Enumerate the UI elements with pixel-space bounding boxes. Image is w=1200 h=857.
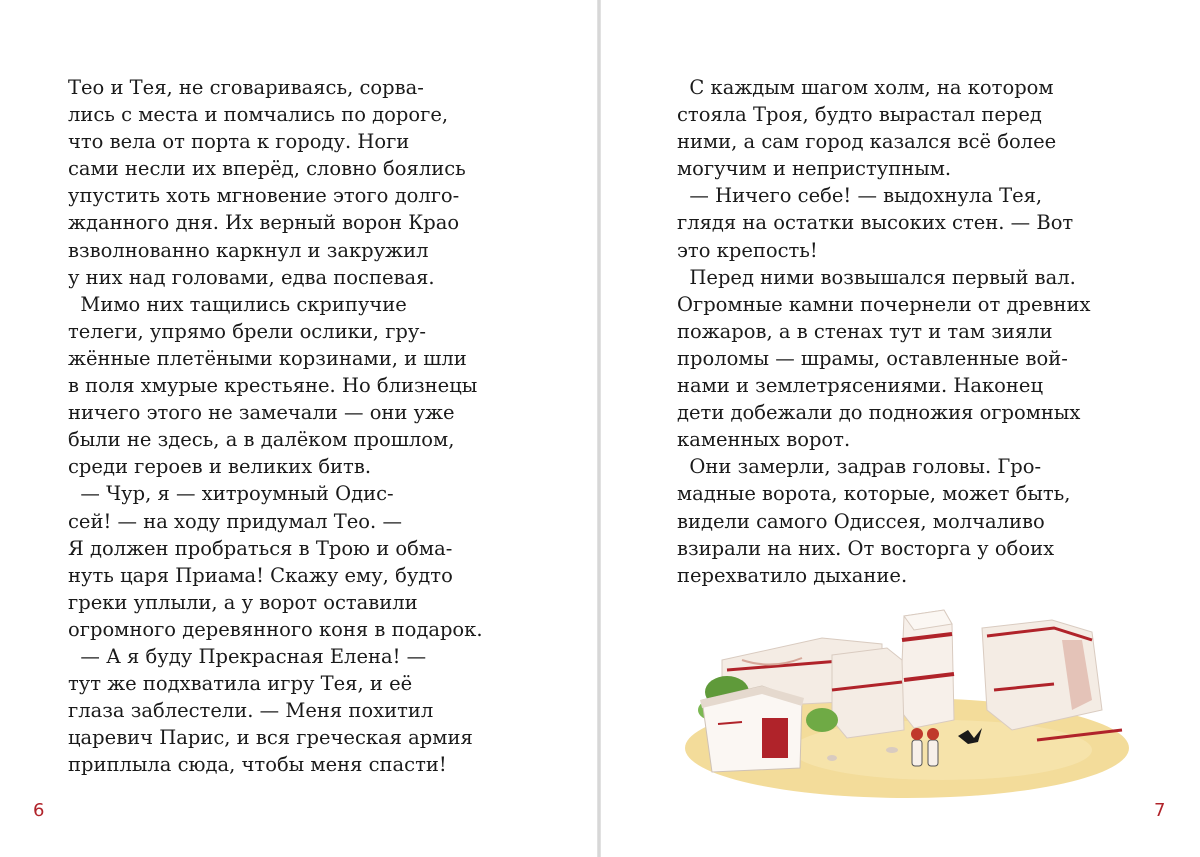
text-line: перехватило дыхание. — [677, 563, 908, 587]
text-line: Тео и Тея, не сговариваясь, сорва- — [68, 76, 424, 99]
text-line: среди героев и великих битв. — [68, 455, 372, 479]
text-line: Огромные камни почернели от древних — [677, 292, 1091, 316]
text-line: — Ничего себе! — выдохнула Тея, — [677, 184, 1043, 208]
text-line: что вела от порта к городу. Ноги — [68, 130, 410, 154]
text-line: С каждым шагом холм, на котором — [677, 76, 1054, 99]
text-line: мадные ворота, которые, может быть, — [677, 482, 1071, 506]
text-line: могучим и неприступным. — [677, 157, 952, 181]
text-line: — А я буду Прекрасная Елена! — — [68, 644, 427, 668]
text-line: приплыла сюда, чтобы меня спасти! — [68, 753, 447, 777]
text-line: стояла Троя, будто вырастал перед — [677, 103, 1042, 127]
text-line: глядя на остатки высоких стен. — Вот — [677, 211, 1074, 235]
text-line: в поля хмурые крестьяне. Но близнецы — [68, 374, 478, 398]
text-line: греки уплыли, а у ворот оставили — [68, 590, 418, 614]
text-line: царевич Парис, и вся греческая армия — [68, 726, 473, 750]
text-line: глаза заблестели. — Меня похитил — [68, 699, 434, 723]
text-line: нами и землетрясениями. Наконец — [677, 374, 1043, 398]
text-line: у них над головами, едва поспевая. — [68, 265, 435, 289]
page-number: 6 — [33, 800, 45, 821]
left-page — [0, 0, 598, 857]
text-line: нуть царя Приама! Скажу ему, будто — [68, 563, 453, 587]
text-line: огромного деревянного коня в подарок. — [68, 617, 483, 641]
text-line: это крепость! — [677, 238, 818, 262]
text-line: жённые плетёными корзинами, и шли — [68, 346, 467, 370]
gate-pillar-left — [832, 648, 904, 738]
text-line: упустить хоть мгновение этого долго- — [68, 184, 460, 208]
right-page — [602, 0, 1200, 857]
text-line: взволнованно каркнул и закружил — [68, 238, 429, 262]
text-line: — Чур, я — хитроумный Одис- — [68, 482, 394, 506]
book-gutter — [597, 0, 601, 857]
text-line: жданного дня. Их верный ворон Крао — [68, 211, 460, 235]
left-page-text — [68, 74, 528, 778]
text-line: проломы — шрамы, оставленные вой- — [677, 346, 1068, 370]
text-line: пожаров, а в стенах тут и там зияли — [677, 319, 1053, 343]
text-line: были не здесь, а в далёком прошлом, — [68, 428, 455, 452]
text-line: телеги, упрямо брели ослики, гру- — [68, 319, 426, 343]
text-line: тут же подхватила игру Тея, и её — [68, 672, 413, 696]
text-line: Мимо них тащились скрипучие — [68, 292, 407, 316]
text-line: Перед ними возвышался первый вал. — [677, 265, 1076, 289]
text-line: ничего этого не замечали — они уже — [68, 401, 455, 425]
text-line: дети добежали до подножия огромных — [677, 401, 1081, 425]
right-page-text — [677, 74, 1139, 589]
text-line: Они замерли, задрав головы. Гро- — [677, 455, 1042, 479]
text-line: ними, а сам город казался всё более — [677, 130, 1057, 154]
text-line: каменных ворот. — [677, 428, 851, 452]
text-line: взирали на них. От восторга у обоих — [677, 536, 1055, 560]
page-number: 7 — [1154, 800, 1166, 821]
text-line: сей! — на ходу придумал Тео. — — [68, 509, 402, 533]
text-line: сами несли их вперёд, словно боялись — [68, 157, 466, 181]
text-line: лись с места и помчались по дороге, — [68, 103, 449, 127]
text-line: Я должен пробраться в Трою и обма- — [68, 536, 453, 560]
text-line: видели самого Одиссея, молчаливо — [677, 509, 1045, 533]
troy-ruins-illustration — [682, 600, 1132, 800]
